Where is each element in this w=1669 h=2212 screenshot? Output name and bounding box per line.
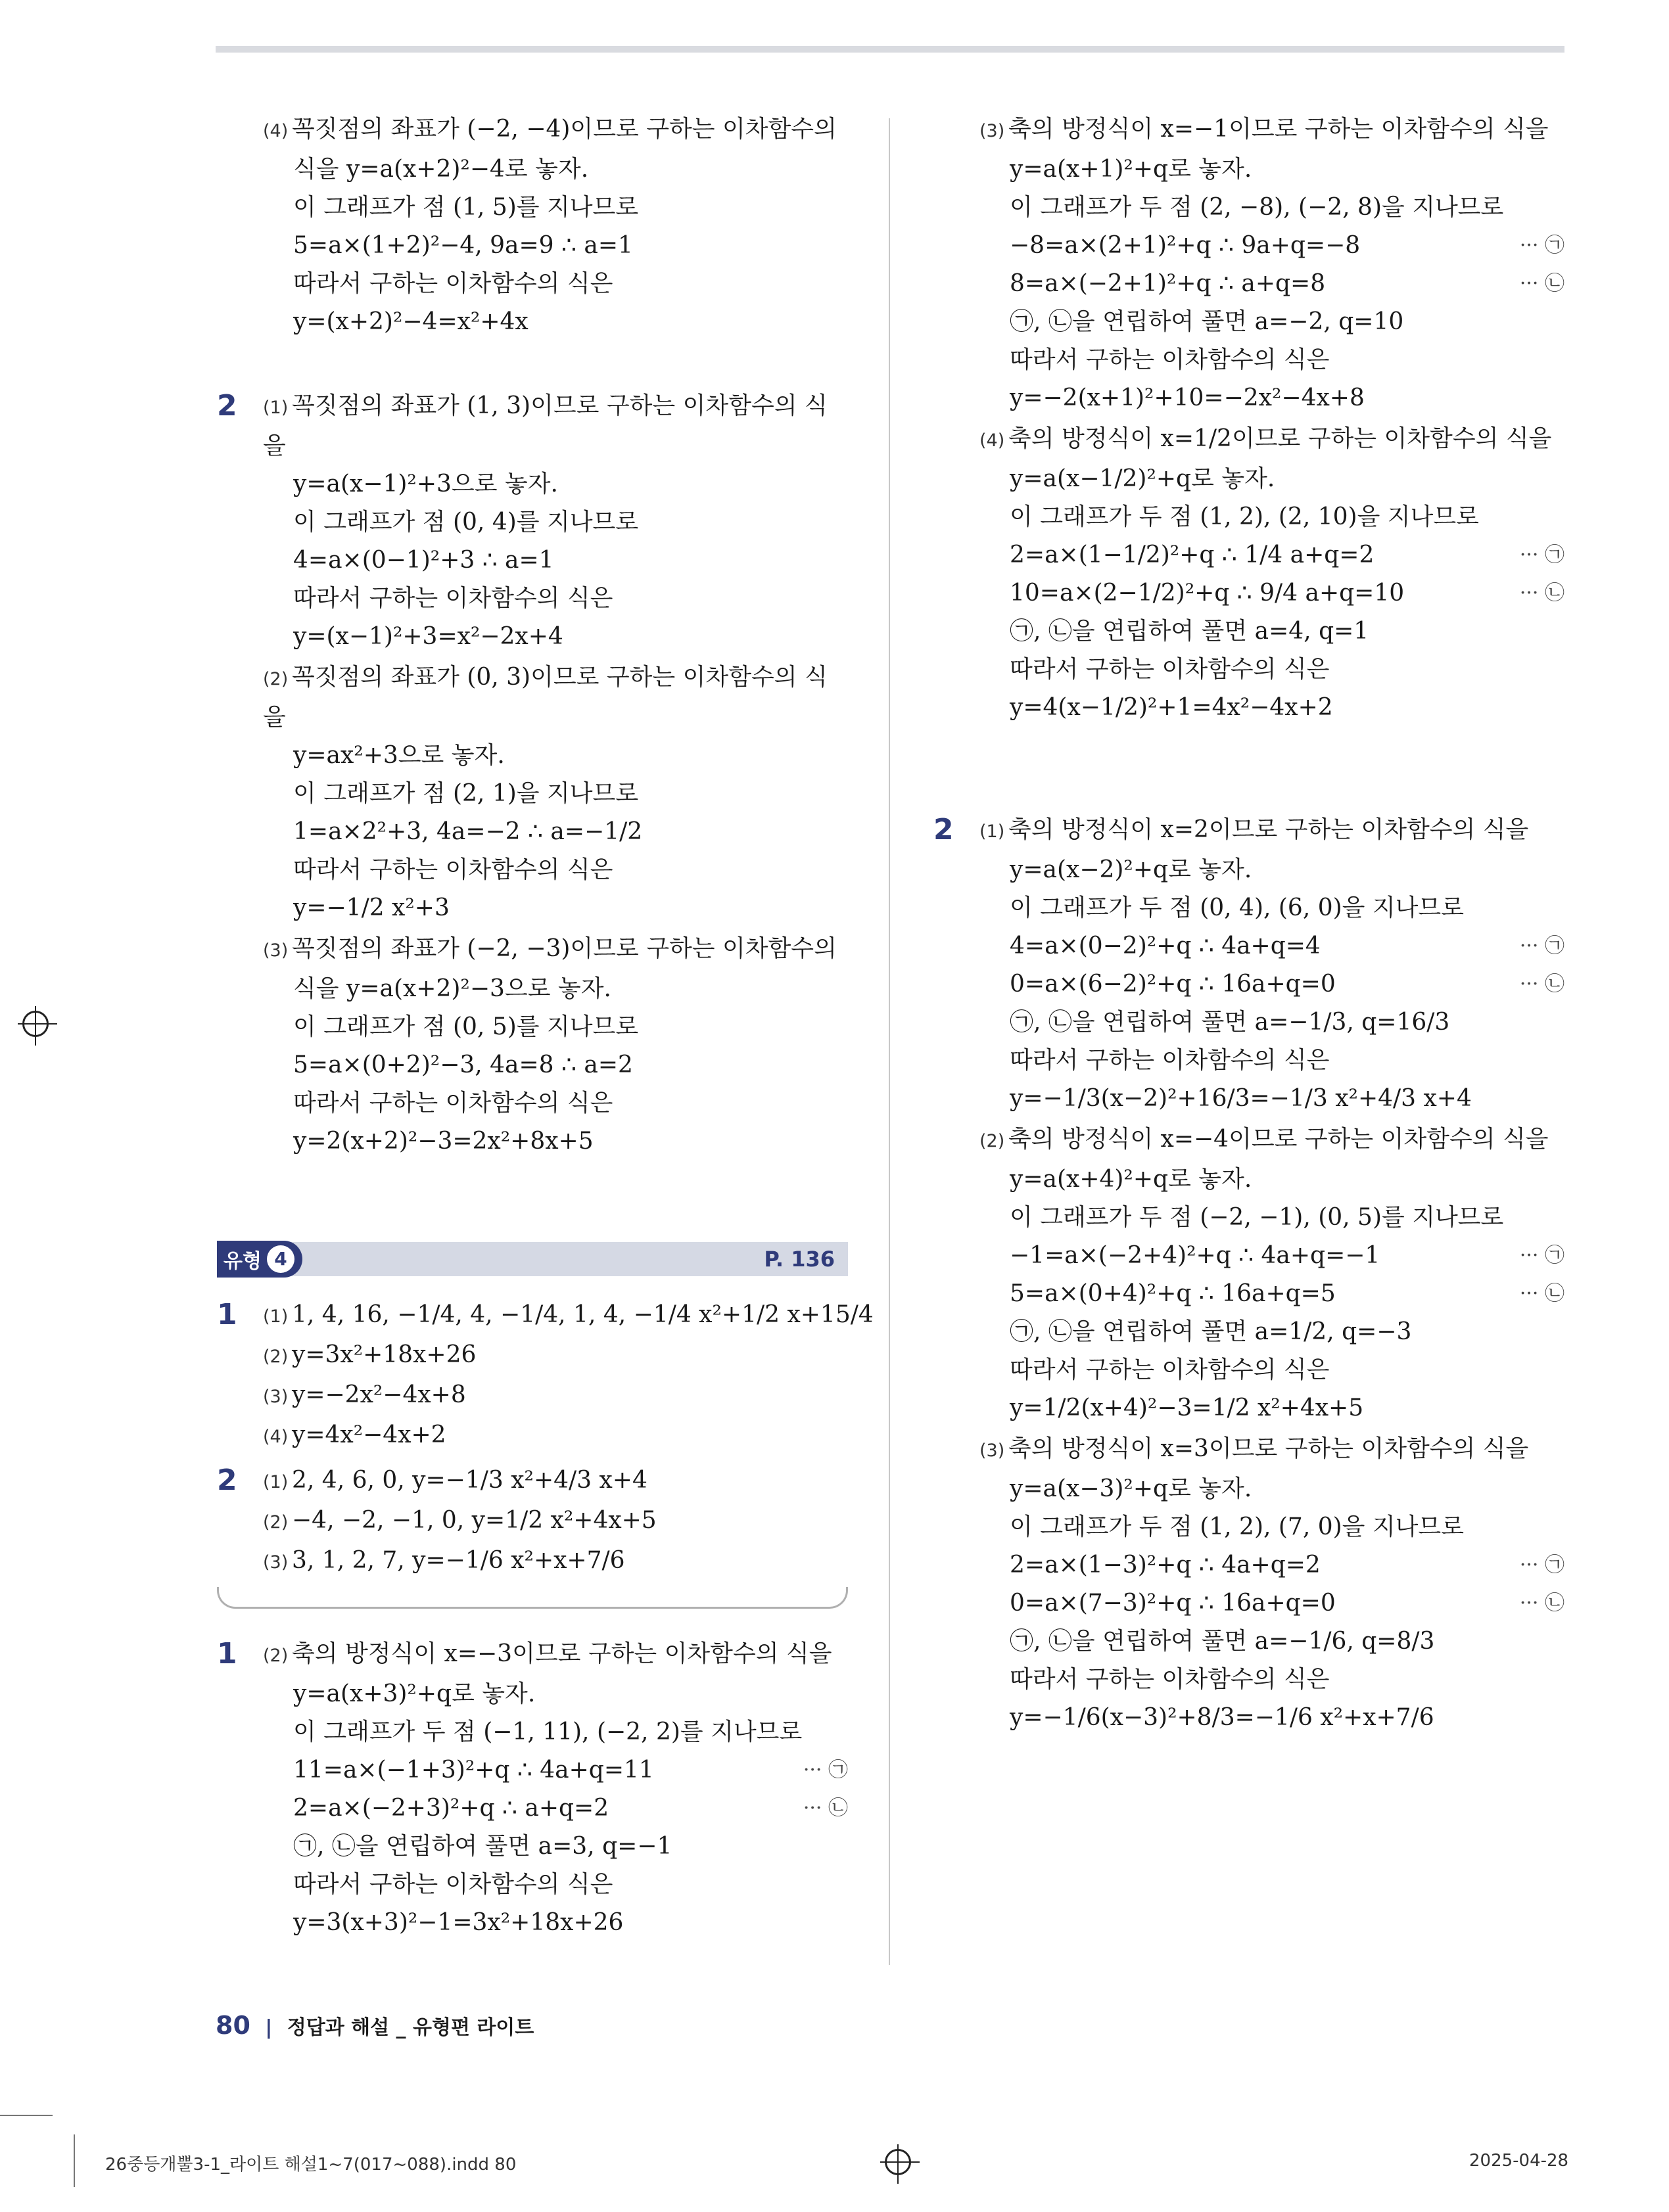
line-text: 식을 y=a(x+2)²−3으로 놓자.: [293, 975, 611, 1002]
section-number: 4: [267, 1245, 294, 1273]
problem-2-right: [933, 811, 1564, 1740]
line-text: 0=a×(7−3)²+q ∴ 16a+q=0: [1010, 1590, 1336, 1617]
item-label: (2): [263, 669, 289, 689]
solution-line: [263, 930, 848, 970]
solution-line: [263, 618, 848, 656]
solution-line: [263, 775, 848, 813]
solution-line: [979, 303, 1564, 341]
line-text: y=ax²+3으로 놓자.: [293, 742, 505, 769]
answer-body: [263, 1462, 848, 1582]
solution-line: [979, 1003, 1564, 1042]
solution-line: [979, 536, 1564, 574]
solution-line: [263, 1046, 848, 1084]
line-text: 10=a×(2−1/2)²+q ∴ 9/4 a+q=10: [1010, 580, 1405, 607]
line-text: y=a(x−2)²+q로 놓자.: [1010, 856, 1252, 883]
line-text: 축의 방정식이 x=−3이므로 구하는 이차함수의 식을: [292, 1640, 832, 1667]
answer-number: 2: [217, 1463, 237, 1497]
solution-item: [263, 658, 848, 927]
answer-text: −4, −2, −1, 0, y=1/2 x²+4x+5: [292, 1507, 657, 1534]
line-text: 이 그래프가 두 점 (−1, 11), (−2, 2)를 지나므로: [293, 1718, 803, 1745]
equation-tag: ··· ㉡: [803, 1797, 848, 1820]
registration-mark-icon: [885, 2149, 911, 2175]
line-text: 5=a×(0+4)²+q ∴ 16a+q=5: [1010, 1280, 1336, 1307]
item-label: (4): [263, 121, 289, 141]
solution-line: [979, 1623, 1564, 1661]
equation-tag: ··· ㉡: [1519, 1282, 1564, 1305]
footer-title: 정답과 해설 _ 유형편 라이트: [287, 2016, 534, 2039]
top-rule: [216, 46, 1564, 53]
item-label: (2): [263, 1646, 289, 1666]
solution-line: [979, 1389, 1564, 1427]
answer-line: [263, 1296, 874, 1336]
solution-item: [263, 110, 848, 341]
solution-line: [263, 658, 848, 737]
solution-line: [979, 1584, 1564, 1623]
item-label: (2): [263, 1347, 289, 1367]
item-label: (3): [979, 1440, 1005, 1461]
solution-line: [979, 1470, 1564, 1508]
line-text: ㉠, ㉡을 연립하여 풀면 a=−1/3, q=16/3: [1010, 1009, 1450, 1036]
line-text: 2=a×(1−3)²+q ∴ 4a+q=2: [1010, 1552, 1321, 1578]
line-text: y=a(x+4)²+q로 놓자.: [1010, 1166, 1252, 1193]
answer-line: [263, 1542, 848, 1582]
solution-line: [979, 1080, 1564, 1118]
line-text: 4=a×(0−1)²+3 ∴ a=1: [293, 547, 554, 574]
equation-tag: ··· ㉠: [1519, 934, 1564, 957]
registration-mark-icon: [22, 1011, 49, 1037]
line-text: 꼭짓점의 좌표가 (−2, −3)이므로 구하는 이차함수의: [292, 935, 837, 962]
slug-date: 2025-04-28: [1469, 2151, 1569, 2171]
answer-text: 2, 4, 6, 0, y=−1/3 x²+4/3 x+4: [292, 1467, 647, 1494]
line-text: 식을 y=a(x+2)²−4로 놓자.: [293, 156, 589, 183]
line-text: 이 그래프가 두 점 (1, 2), (7, 0)을 지나므로: [1010, 1513, 1464, 1540]
solution-line: [979, 851, 1564, 889]
line-text: y=(x−1)²+3=x²−2x+4: [293, 623, 563, 650]
solution-line: [979, 1199, 1564, 1237]
equation-tag: ··· ㉡: [1519, 272, 1564, 295]
line-text: 이 그래프가 점 (1, 5)를 지나므로: [293, 194, 639, 221]
solution-line: [263, 541, 848, 580]
line-text: 이 그래프가 점 (0, 4)를 지나므로: [293, 509, 639, 536]
line-text: 이 그래프가 점 (2, 1)을 지나므로: [293, 780, 639, 807]
line-text: 따라서 구하는 이차함수의 식은: [1010, 1666, 1330, 1693]
line-text: 축의 방정식이 x=1/2이므로 구하는 이차함수의 식을: [1008, 425, 1552, 452]
solution-line: [263, 227, 848, 265]
line-text: 따라서 구하는 이차함수의 식은: [293, 270, 613, 297]
line-text: 이 그래프가 두 점 (1, 2), (2, 10)을 지나므로: [1010, 503, 1479, 530]
crop-mark: [74, 2134, 75, 2187]
answer-group: [217, 1462, 848, 1582]
solution-line: [979, 1430, 1564, 1470]
solution-line: [263, 1675, 848, 1713]
solution-line: [263, 110, 848, 150]
item-label: (4): [263, 1427, 289, 1447]
solution-line: [979, 1161, 1564, 1199]
line-text: y=−2(x+1)²+10=−2x²−4x+8: [1010, 384, 1365, 411]
answer-body: [263, 1296, 874, 1456]
solution-line: [263, 737, 848, 775]
solution-item: [979, 1430, 1564, 1737]
solution-line: [979, 1275, 1564, 1313]
answer-text: 1, 4, 16, −1/4, 4, −1/4, 1, 4, −1/4 x²+1/2 x+15/4: [292, 1301, 874, 1328]
solution-line: [979, 1699, 1564, 1737]
item-label: (4): [979, 430, 1005, 451]
solution-line: [979, 1237, 1564, 1275]
line-text: ㉠, ㉡을 연립하여 풀면 a=4, q=1: [1010, 618, 1369, 645]
solution-line: [979, 189, 1564, 227]
solution-item: [263, 387, 848, 656]
solution-item: [979, 811, 1564, 1118]
line-text: 이 그래프가 두 점 (−2, −1), (0, 5)를 지나므로: [1010, 1204, 1504, 1231]
equation-tag: ··· ㉠: [1519, 543, 1564, 566]
solution-line: [979, 1351, 1564, 1389]
line-text: y=a(x−1)²+3으로 놓자.: [293, 471, 558, 497]
line-text: ㉠, ㉡을 연립하여 풀면 a=1/2, q=−3: [1010, 1318, 1412, 1345]
solution-item: [263, 930, 848, 1161]
problem-number: 2: [933, 813, 954, 846]
line-text: y=−1/3(x−2)²+16/3=−1/3 x²+4/3 x+4: [1010, 1085, 1472, 1112]
item-label: (1): [979, 821, 1005, 842]
equation-tag: ··· ㉠: [1519, 1554, 1564, 1577]
problem-number: 1: [217, 1637, 237, 1671]
answer-line: [263, 1416, 874, 1456]
solution-line: [979, 460, 1564, 498]
line-text: 이 그래프가 점 (0, 5)를 지나므로: [293, 1013, 639, 1040]
solution-line: [263, 851, 848, 889]
solution-line: [263, 1122, 848, 1161]
answer-group: [217, 1296, 874, 1456]
right-column: [933, 110, 1564, 1745]
answer-box-border: [217, 1587, 848, 1609]
line-text: 따라서 구하는 이차함수의 식은: [1010, 346, 1330, 373]
line-text: 5=a×(1+2)²−4, 9a=9 ∴ a=1: [293, 232, 633, 259]
solution-line: [263, 1751, 848, 1789]
solution-line: [979, 265, 1564, 303]
item-label: (1): [263, 398, 289, 418]
line-text: 축의 방정식이 x=−4이므로 구하는 이차함수의 식을: [1008, 1126, 1549, 1153]
line-text: y=2(x+2)²−3=2x²+8x+5: [293, 1128, 594, 1155]
solution-line: [979, 1508, 1564, 1546]
problem-1-4: [217, 110, 848, 344]
solution-line: [263, 189, 848, 227]
line-text: y=a(x−1/2)²+q로 놓자.: [1010, 465, 1275, 492]
solution-line: [979, 498, 1564, 536]
answer-text: y=3x²+18x+26: [292, 1341, 477, 1368]
item-label: (3): [263, 940, 289, 961]
problem-number: 2: [217, 389, 237, 423]
equation-tag: ··· ㉠: [803, 1759, 848, 1782]
solution-item: [979, 1120, 1564, 1427]
line-text: y=a(x+3)²+q로 놓자.: [293, 1680, 536, 1707]
solution-line: [979, 1313, 1564, 1351]
line-text: 축의 방정식이 x=2이므로 구하는 이차함수의 식을: [1008, 816, 1529, 843]
equation-tag: ··· ㉡: [1519, 582, 1564, 605]
solution-line: [979, 420, 1564, 460]
solution-line: [263, 387, 848, 465]
solution-line: [263, 1713, 848, 1751]
solution-line: [263, 889, 848, 927]
line-text: 2=a×(−2+3)²+q ∴ a+q=2: [293, 1795, 609, 1822]
line-text: y=1/2(x+4)²−3=1/2 x²+4x+5: [1010, 1394, 1364, 1421]
line-text: −1=a×(−2+4)²+q ∴ 4a+q=−1: [1010, 1242, 1380, 1269]
problem-top-items: [933, 110, 1564, 729]
answer-line: [263, 1376, 874, 1416]
solution-line: [979, 150, 1564, 189]
solution-line: [263, 1828, 848, 1866]
equation-tag: ··· ㉠: [1519, 1244, 1564, 1267]
line-text: 이 그래프가 두 점 (0, 4), (6, 0)을 지나므로: [1010, 894, 1464, 921]
line-text: 따라서 구하는 이차함수의 식은: [293, 856, 613, 883]
line-text: ㉠, ㉡을 연립하여 풀면 a=−2, q=10: [1010, 308, 1404, 335]
line-text: y=3(x+3)²−1=3x²+18x+26: [293, 1909, 624, 1936]
answer-number: 1: [217, 1298, 237, 1331]
solution-line: [979, 574, 1564, 612]
line-text: y=a(x+1)²+q로 놓자.: [1010, 156, 1252, 183]
solution-line: [979, 811, 1564, 851]
line-text: 따라서 구하는 이차함수의 식은: [1010, 1356, 1330, 1383]
solution-line: [263, 1866, 848, 1904]
solution-line: [263, 503, 848, 541]
solution-line: [263, 265, 848, 303]
solution-line: [263, 1084, 848, 1122]
solution-line: [979, 1661, 1564, 1699]
solution-line: [263, 970, 848, 1008]
solution-line: [263, 1635, 848, 1675]
line-text: 2=a×(1−1/2)²+q ∴ 1/4 a+q=2: [1010, 541, 1375, 568]
solution-item: [979, 110, 1564, 417]
answer-line: [263, 1502, 848, 1542]
section-badge: 유형 4: [217, 1241, 302, 1278]
solution-line: [263, 150, 848, 189]
solution-line: [979, 1042, 1564, 1080]
solution-line: [979, 689, 1564, 727]
line-text: ㉠, ㉡을 연립하여 풀면 a=−1/6, q=8/3: [1010, 1628, 1435, 1655]
equation-tag: ··· ㉡: [1519, 1592, 1564, 1615]
line-text: 축의 방정식이 x=3이므로 구하는 이차함수의 식을: [1008, 1435, 1529, 1462]
line-text: 축의 방정식이 x=−1이므로 구하는 이차함수의 식을: [1008, 116, 1549, 143]
solution-line: [263, 303, 848, 341]
item-label: (3): [979, 121, 1005, 141]
line-text: 0=a×(6−2)²+q ∴ 16a+q=0: [1010, 971, 1336, 998]
equation-tag: ··· ㉡: [1519, 973, 1564, 996]
line-text: −8=a×(2+1)²+q ∴ 9a+q=−8: [1010, 232, 1361, 259]
solution-line: [979, 965, 1564, 1003]
answer-text: y=4x²−4x+2: [292, 1421, 446, 1448]
line-text: 1=a×2²+3, 4a=−2 ∴ a=−1/2: [293, 818, 643, 845]
crop-mark: [0, 2115, 53, 2116]
line-text: y=−1/2 x²+3: [293, 894, 450, 921]
answer-line: [263, 1462, 848, 1502]
line-text: 따라서 구하는 이차함수의 식은: [1010, 1047, 1330, 1074]
solution-line: [979, 1120, 1564, 1161]
solution-line: [979, 227, 1564, 265]
line-text: y=4(x−1/2)²+1=4x²−4x+2: [1010, 694, 1333, 721]
item-label: (3): [263, 1387, 289, 1407]
section-header: [217, 1242, 848, 1276]
line-text: ㉠, ㉡을 연립하여 풀면 a=3, q=−1: [293, 1833, 672, 1860]
line-text: 따라서 구하는 이차함수의 식은: [1010, 656, 1330, 683]
equation-tag: ··· ㉠: [1519, 234, 1564, 257]
line-text: y=a(x−3)²+q로 놓자.: [1010, 1475, 1252, 1502]
solution-line: [979, 110, 1564, 150]
left-column: [217, 110, 874, 1950]
solution-line: [979, 1546, 1564, 1584]
line-text: 따라서 구하는 이차함수의 식은: [293, 1871, 613, 1898]
line-text: 이 그래프가 두 점 (2, −8), (−2, 8)을 지나므로: [1010, 194, 1504, 221]
answer-text: y=−2x²−4x+8: [292, 1381, 466, 1408]
answer-line: [263, 1336, 874, 1376]
problem-2: [217, 387, 848, 1163]
answer-text: 3, 1, 2, 7, y=−1/6 x²+x+7/6: [292, 1547, 625, 1574]
solution-item: [979, 420, 1564, 727]
item-label: (2): [263, 1512, 289, 1532]
line-text: 4=a×(0−2)²+q ∴ 4a+q=4: [1010, 933, 1321, 959]
solution-item: [263, 1635, 848, 1942]
solution-line: [979, 889, 1564, 927]
column-divider: [889, 118, 890, 1965]
line-text: 꼭짓점의 좌표가 (0, 3)이므로 구하는 이차함수의 식을: [263, 664, 828, 731]
line-text: 꼭짓점의 좌표가 (−2, −4)이므로 구하는 이차함수의: [292, 116, 837, 143]
line-text: y=(x+2)²−4=x²+4x: [293, 308, 529, 335]
item-label: (1): [263, 1306, 289, 1327]
line-text: 따라서 구하는 이차함수의 식은: [293, 1090, 613, 1117]
solution-line: [979, 612, 1564, 651]
solution-line: [979, 341, 1564, 379]
page-reference: P. 136: [764, 1247, 835, 1272]
line-text: 꼭짓점의 좌표가 (1, 3)이므로 구하는 이차함수의 식을: [263, 392, 828, 459]
page-footer: [216, 2011, 534, 2040]
problem-1-2: [217, 1635, 848, 1945]
page-number: 80: [216, 2011, 250, 2040]
solution-line: [263, 1008, 848, 1046]
item-label: (3): [263, 1552, 289, 1573]
line-text: 따라서 구하는 이차함수의 식은: [293, 585, 613, 612]
item-label: (2): [979, 1131, 1005, 1151]
line-text: 5=a×(0+2)²−3, 4a=8 ∴ a=2: [293, 1051, 633, 1078]
solution-line: [979, 379, 1564, 417]
answer-summary: [217, 1296, 874, 1582]
line-text: 11=a×(−1+3)²+q ∴ 4a+q=11: [293, 1757, 654, 1784]
solution-line: [263, 1789, 848, 1828]
footer-separator: |: [265, 2016, 273, 2039]
solution-line: [263, 1904, 848, 1942]
item-label: (1): [263, 1472, 289, 1492]
solution-line: [979, 651, 1564, 689]
line-text: y=−1/6(x−3)²+8/3=−1/6 x²+x+7/6: [1010, 1704, 1434, 1731]
line-text: 8=a×(−2+1)²+q ∴ a+q=8: [1010, 270, 1326, 297]
slug-filename: 26중등개뿔3-1_라이트 해설1~7(017~088).indd 80: [105, 2155, 517, 2175]
solution-line: [263, 465, 848, 503]
solution-line: [263, 580, 848, 618]
solution-line: [263, 813, 848, 851]
solution-line: [979, 927, 1564, 965]
